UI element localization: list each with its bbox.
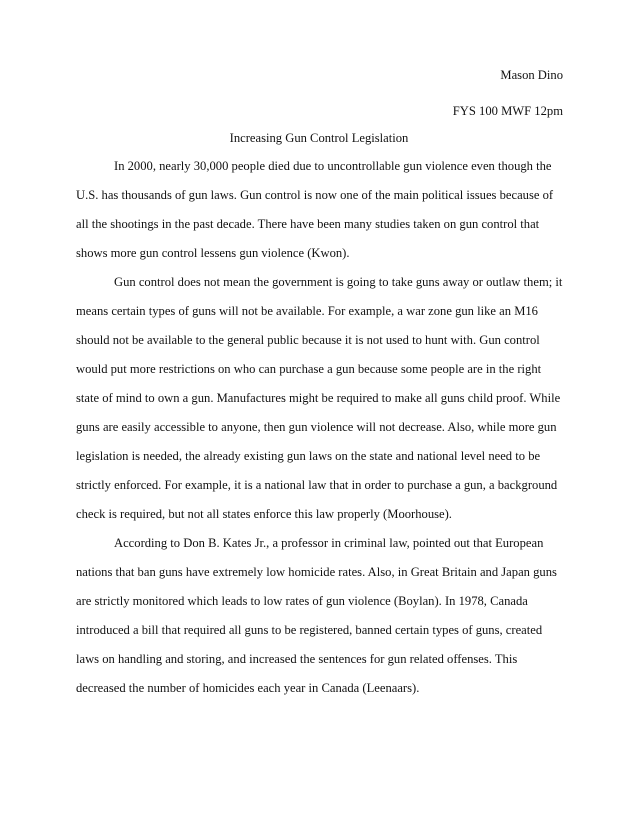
essay-title: Increasing Gun Control Legislation: [229, 131, 409, 145]
body-line: state of mind to own a gun. Manufactures might be required to make all guns child proof. While: [76, 391, 561, 405]
body-line: legislation is needed, the already existing gun laws on the state and national level need to be: [76, 449, 541, 463]
body-line: would put more restrictions on who can purchase a gun because some people are in the right: [76, 362, 542, 376]
body-line: are strictly monitored which leads to low rates of gun violence (Boylan). In 1978, Canada: [76, 594, 528, 608]
body-line: laws on handling and storing, and increased the sentences for gun related offenses. This: [76, 652, 518, 666]
body-line: check is required, but not all states enforce this law properly (Moorhouse).: [76, 507, 452, 521]
body-line: According to Don B. Kates Jr., a professor in criminal law, pointed out that European: [114, 536, 544, 550]
body-line: means certain types of guns will not be available. For example, a war zone gun like an M16: [76, 304, 538, 318]
body-line: nations that ban guns have extremely low homicide rates. Also, in Great Britain and Japan guns: [76, 565, 557, 579]
body-line: should not be available to the general public because it is not used to hunt with. Gun control: [76, 333, 540, 347]
course-info: FYS 100 MWF 12pm: [452, 104, 563, 118]
body-line: Gun control does not mean the government is going to take guns away or outlaw them; it: [114, 275, 563, 289]
author-name: Mason Dino: [500, 68, 563, 82]
body-line: decreased the number of homicides each year in Canada (Leenaars).: [76, 681, 420, 695]
body-line: guns are easily accessible to anyone, then gun violence will not decrease. Also, while more gun: [76, 420, 557, 434]
body-line: all the shootings in the past decade. There have been many studies taken on gun control that: [76, 217, 540, 231]
body-line: In 2000, nearly 30,000 people died due to uncontrollable gun violence even though the: [114, 159, 552, 173]
body-line: U.S. has thousands of gun laws. Gun control is now one of the main political issues because of: [76, 188, 554, 202]
body-line: introduced a bill that required all guns to be registered, banned certain types of guns, created: [76, 623, 543, 637]
body-line: strictly enforced. For example, it is a national law that in order to purchase a gun, a background: [76, 478, 558, 492]
body-line: shows more gun control lessens gun violence (Kwon).: [76, 246, 350, 260]
